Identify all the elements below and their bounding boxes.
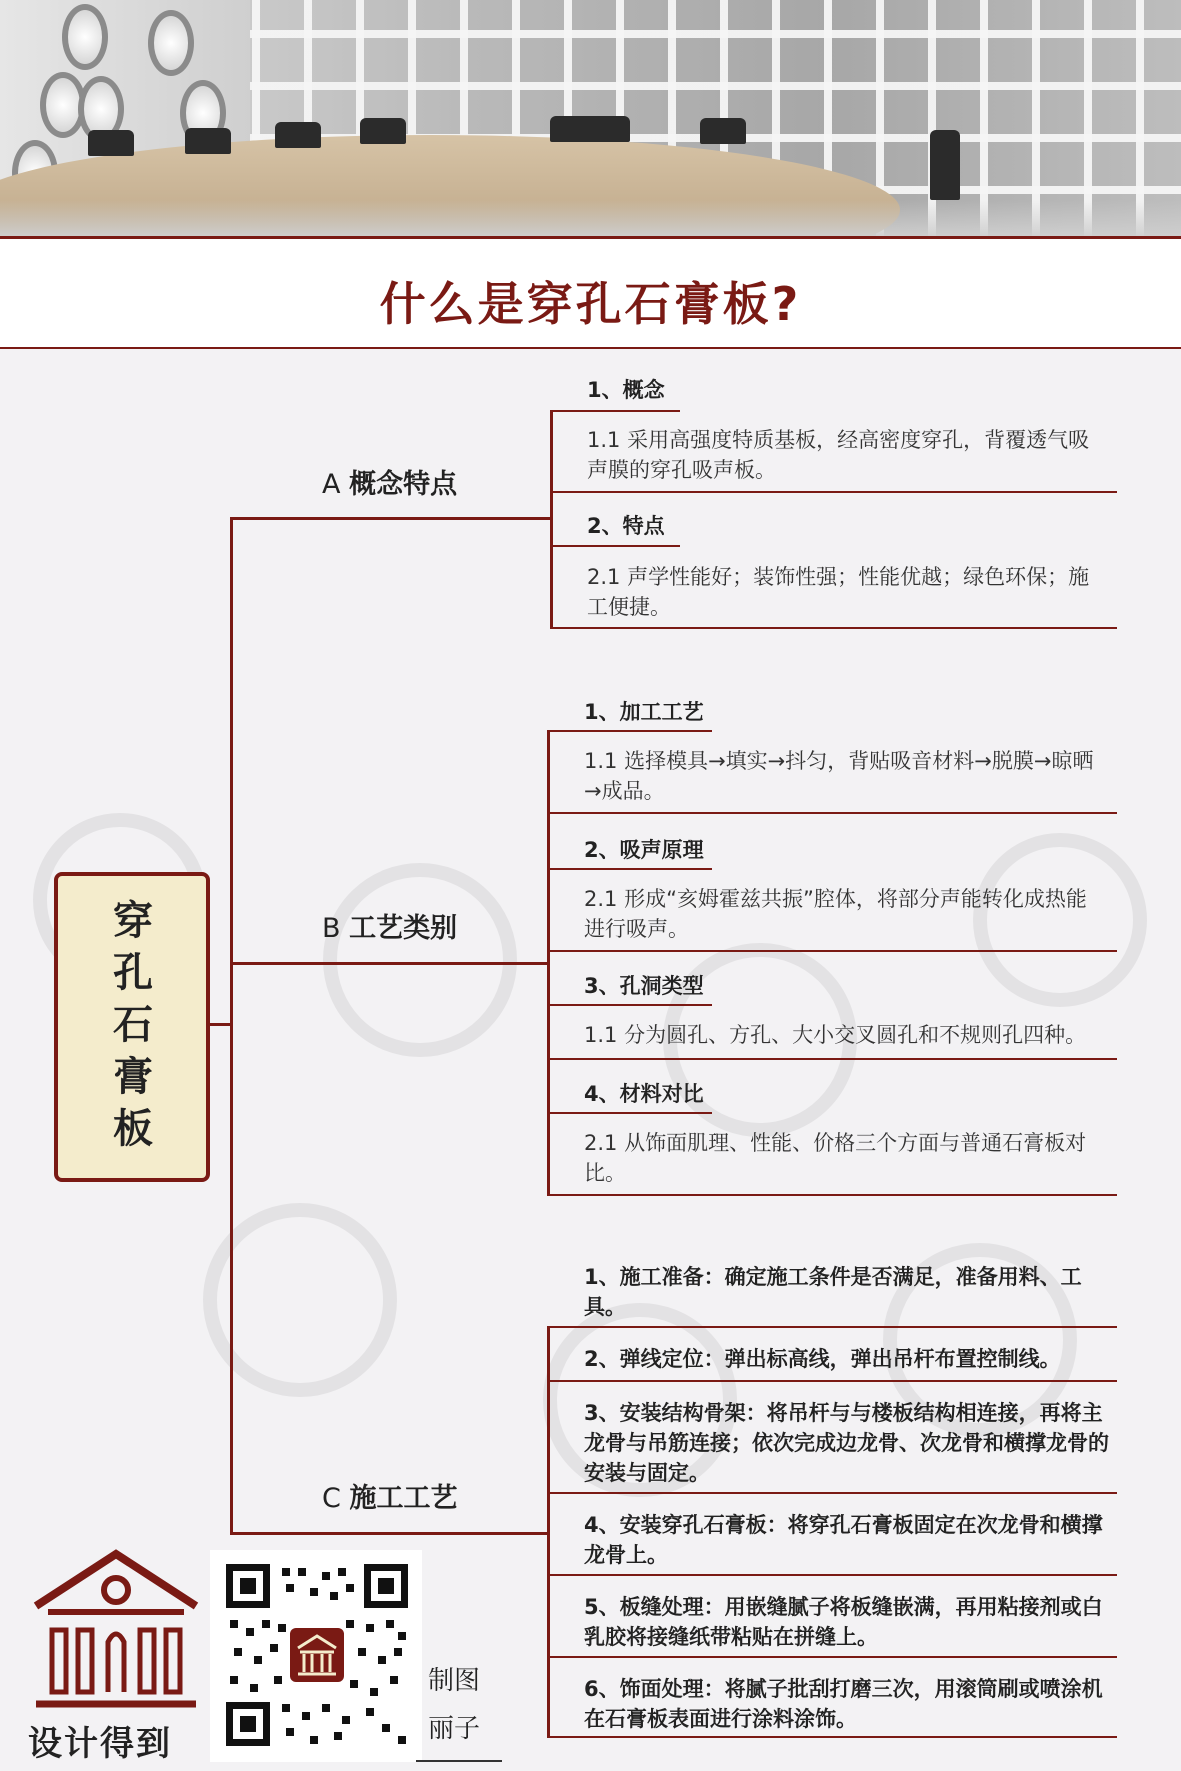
sub-item-underline <box>550 627 1117 629</box>
banner-chair <box>185 128 231 154</box>
banner-chair <box>550 116 630 142</box>
branch-c-item-6: 6、饰面处理：将腻子批刮打磨三次，用滚筒刷或喷涂机在石膏板表面进行涂料涂饰。 <box>584 1677 1103 1731</box>
sub-item-underline <box>547 1492 1117 1494</box>
sub-item-underline <box>547 1326 1117 1328</box>
root-char: 膏 <box>113 1054 153 1100</box>
banner-photo <box>0 0 1181 238</box>
branch-b-item-3-text: 1.1 分为圆孔、方孔、大小交叉圆孔和不规则孔四种。 <box>584 1023 1087 1047</box>
branch-a-line <box>230 517 550 520</box>
sub-item-underline <box>547 1194 1117 1196</box>
branch-b-item-1-text: 1.1 选择模具→填实→抖匀，背贴吸音材料→脱膜→晾晒→成品。 <box>584 749 1094 803</box>
branch-c-item-3: 3、安装结构骨架：将吊杆与与楼板结构相连接，再将主龙骨与吊筋连接；依次完成边龙骨、次龙骨和横撑龙骨的安装与固定。 <box>584 1401 1109 1485</box>
branch-b-item-2-text: 2.1 形成“亥姆霍兹共振”腔体，将部分声能转化成热能进行吸声。 <box>584 887 1087 941</box>
sub-item-underline <box>547 812 1117 814</box>
branch-a-item-2-text: 2.1 声学性能好；装饰性强；性能优越；绿色环保；施工便捷。 <box>587 565 1090 619</box>
sub-item-underline <box>547 1656 1117 1658</box>
banner-chair <box>930 130 960 200</box>
sub-head-underline <box>547 730 712 732</box>
branch-c-bracket <box>547 1326 550 1736</box>
branch-c-letter: C <box>322 1483 341 1514</box>
branch-c-label <box>322 1476 457 1515</box>
credit-underline <box>416 1760 502 1762</box>
branch-a-item-1-head: 1、概念 <box>587 378 665 402</box>
banner-chair <box>88 130 134 156</box>
branch-c-title: 施工工艺 <box>349 1483 458 1514</box>
root-connector <box>210 1023 232 1026</box>
branch-a-item-2-head: 2、特点 <box>587 514 665 538</box>
building-logo-icon <box>28 1546 204 1716</box>
branch-a-letter: A <box>322 469 341 500</box>
branch-c-item-2: 2、弹线定位：弹出标高线，弹出吊杆布置控制线。 <box>584 1347 1061 1371</box>
main-trunk-line <box>230 517 233 1535</box>
root-char: 石 <box>113 1002 153 1048</box>
branch-a-bracket <box>550 410 553 628</box>
branch-c-item-4: 4、安装穿孔石膏板：将穿孔石膏板固定在次龙骨和横撑龙骨上。 <box>584 1513 1103 1567</box>
branch-b-item-4-text: 2.1 从饰面肌理、性能、价格三个方面与普通石膏板对比。 <box>584 1131 1087 1185</box>
branch-c-line <box>230 1532 550 1535</box>
branch-b-item-3-head: 3、孔洞类型 <box>584 974 704 998</box>
sub-item-underline <box>547 1380 1117 1382</box>
banner-chair <box>275 122 321 148</box>
root-char: 孔 <box>113 950 153 996</box>
branch-b-item-2-head: 2、吸声原理 <box>584 838 704 862</box>
banner-porthole-window <box>148 10 194 76</box>
sub-head-underline <box>547 1112 712 1114</box>
sub-item-underline <box>547 1058 1117 1060</box>
root-char: 板 <box>113 1106 153 1152</box>
branch-a-label <box>322 462 457 501</box>
branch-c-item-1: 1、施工准备：确定施工条件是否满足，准备用料、工具。 <box>584 1265 1082 1319</box>
qr-code-pattern <box>226 1564 408 1746</box>
branch-a-title: 概念特点 <box>349 469 458 500</box>
root-char: 穿 <box>113 898 153 944</box>
page-title: 什么是穿孔石膏板? <box>379 277 802 331</box>
sub-item-underline <box>547 950 1117 952</box>
banner-floor <box>0 200 1181 238</box>
title-divider <box>0 347 1181 349</box>
credit-name: 丽子 <box>428 1714 481 1744</box>
branch-a-item-1-text: 1.1 采用高强度特质基板，经高密度穿孔，背覆透气吸声膜的穿孔吸声板。 <box>587 428 1090 482</box>
branch-b-letter: B <box>322 913 341 944</box>
banner-chair <box>700 118 746 144</box>
credit-label: 制图 <box>428 1666 481 1696</box>
sub-item-underline <box>547 1736 1117 1738</box>
sub-head-underline <box>547 1004 712 1006</box>
branch-b-line <box>230 962 550 965</box>
sub-item-underline <box>550 491 1117 493</box>
sub-head-underline <box>550 545 680 547</box>
sub-item-underline <box>547 1574 1117 1576</box>
logo-text: 设计得到 <box>28 1724 172 1764</box>
banner-chair <box>360 118 406 144</box>
root-node-label <box>103 895 163 1155</box>
branch-c-item-5: 5、板缝处理：用嵌缝腻子将板缝嵌满，再用粘接剂或白乳胶将接缝纸带粘贴在拼缝上。 <box>584 1595 1103 1649</box>
sub-head-underline <box>550 410 680 412</box>
sub-head-underline <box>547 868 712 870</box>
branch-b-item-1-head: 1、加工工艺 <box>584 700 704 724</box>
branch-b-label <box>322 906 457 945</box>
branch-b-title: 工艺类别 <box>349 913 458 944</box>
banner-porthole-window <box>62 4 108 70</box>
branch-b-bracket <box>547 730 550 1196</box>
branch-b-item-4-head: 4、材料对比 <box>584 1082 704 1106</box>
